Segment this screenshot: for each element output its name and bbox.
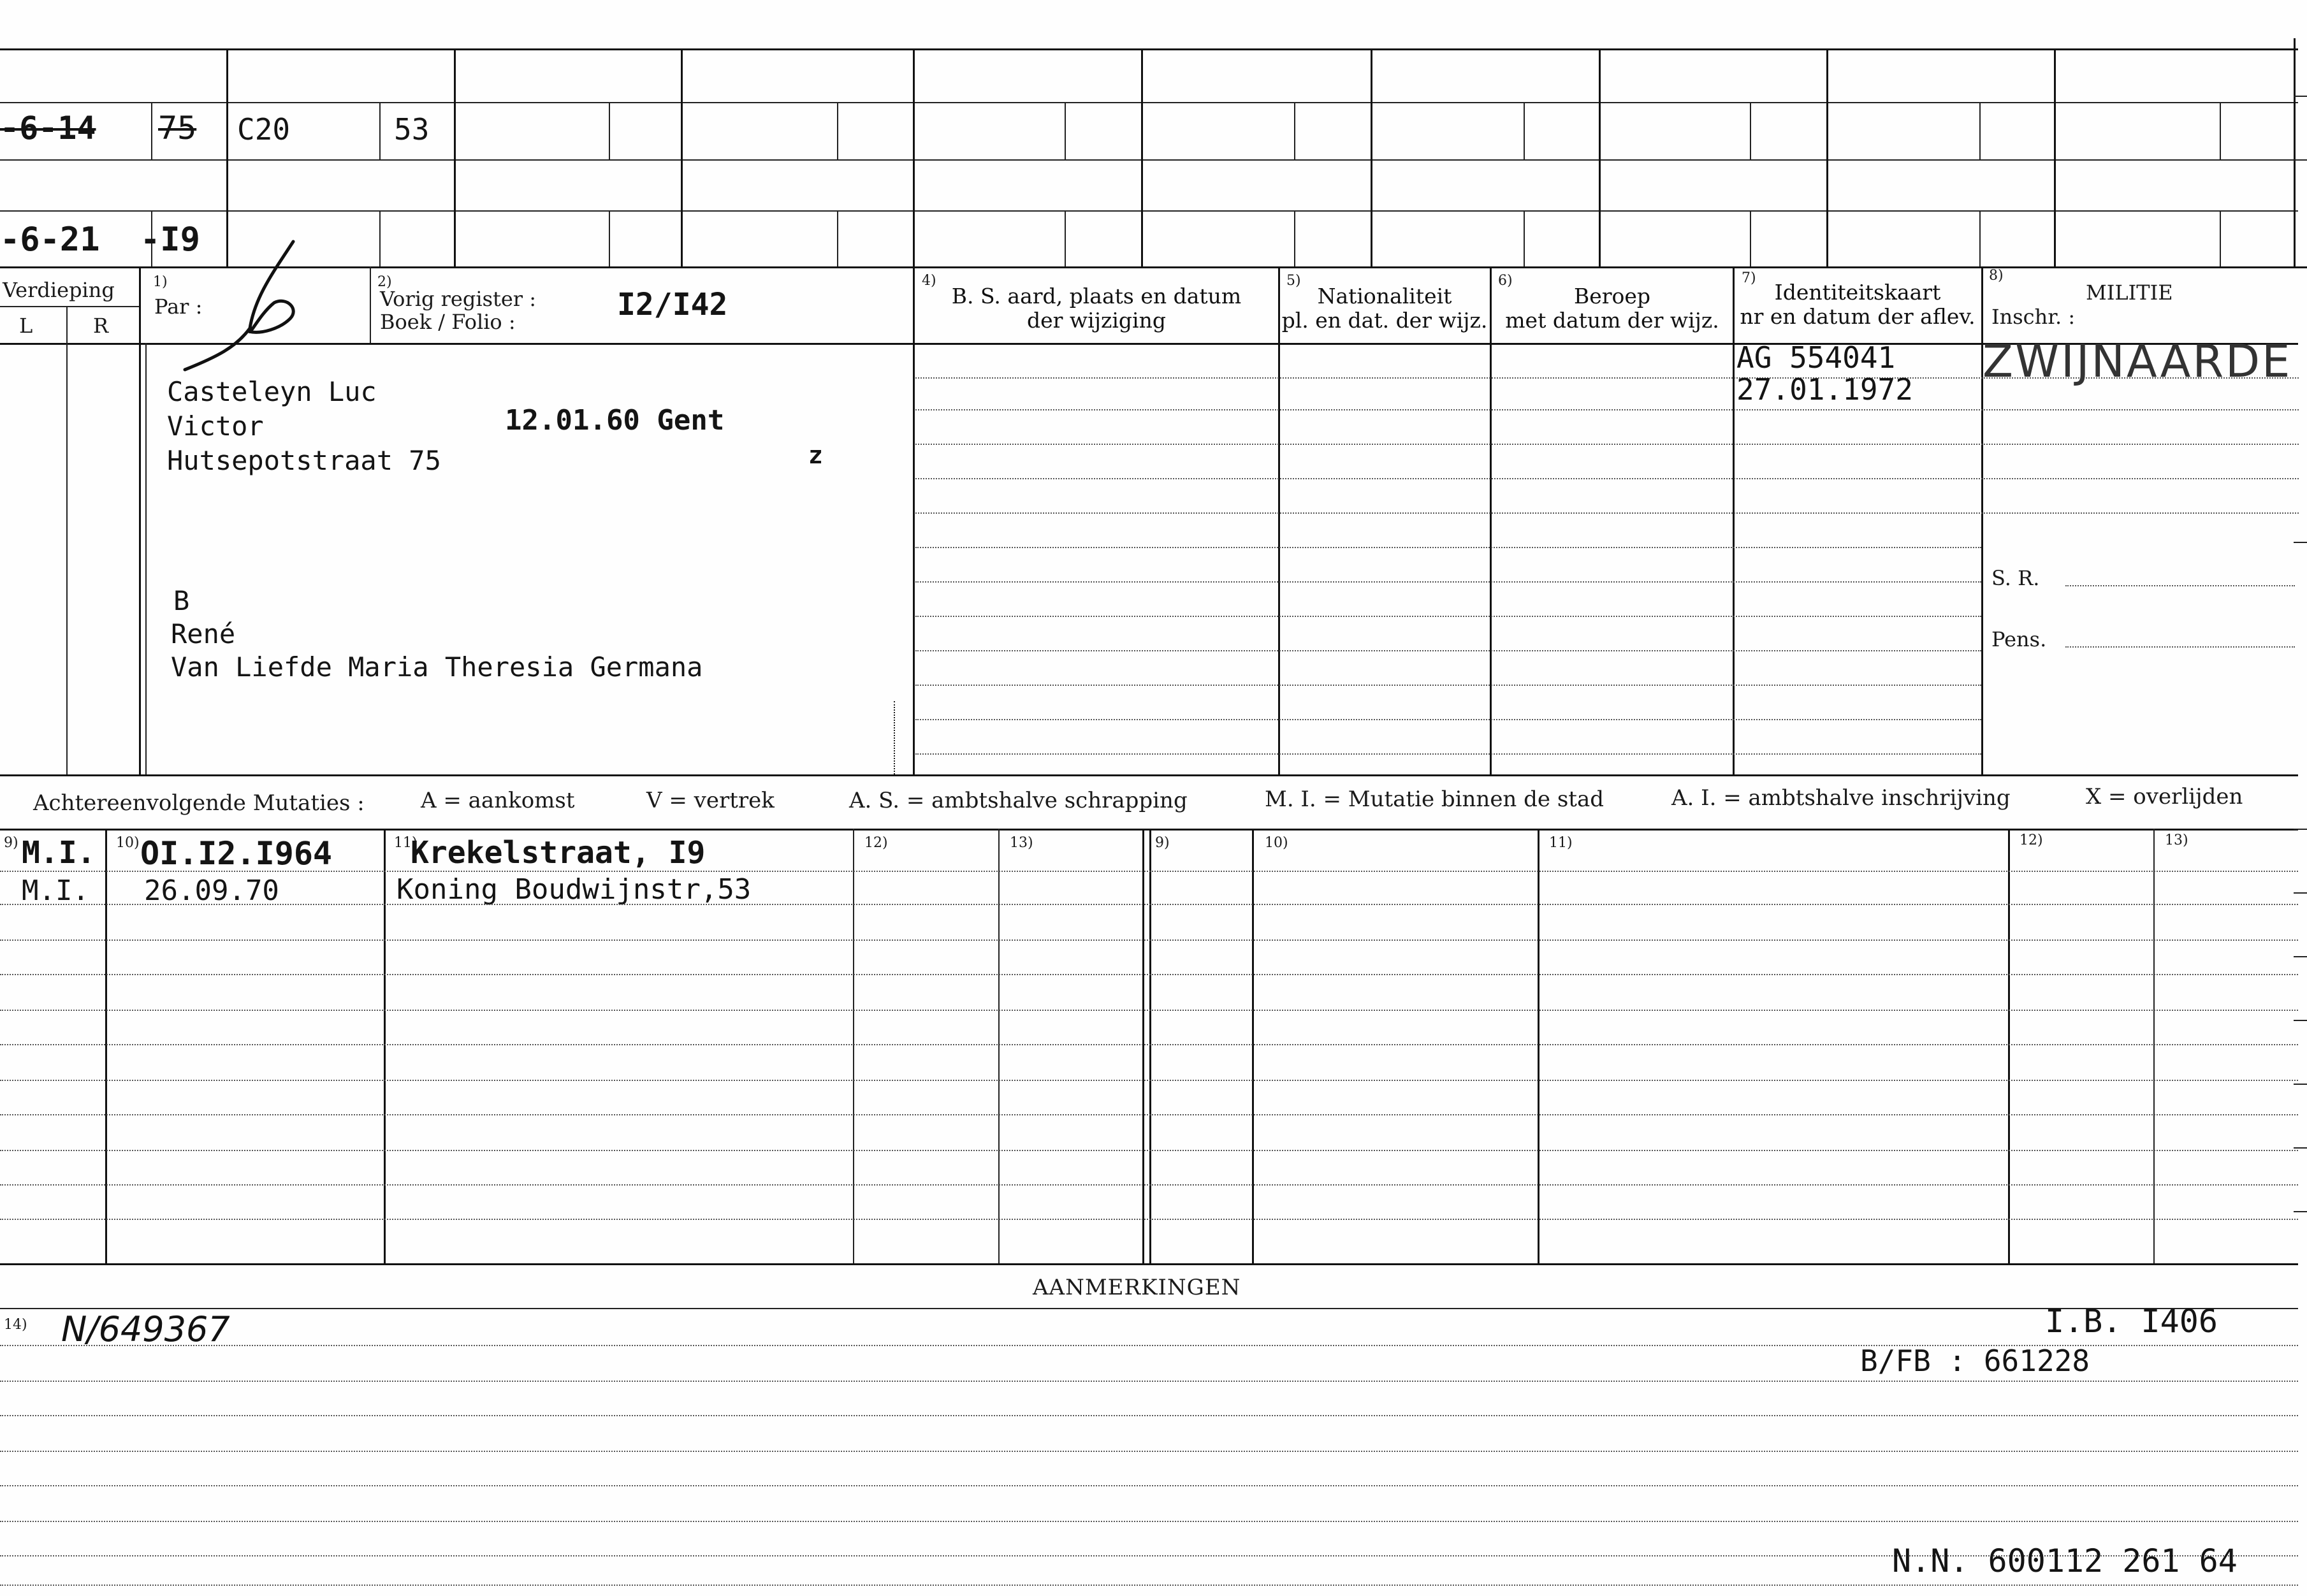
legend-title: Achtereenvolgende Mutaties : [33,790,365,816]
person-address: Hutsepotstraat 75 [167,445,441,476]
dotted-rule [0,1345,2298,1346]
field-number: 11) [394,835,418,851]
dotted-rule [0,1521,2298,1522]
col-sep [105,829,107,1263]
cell-sep [1979,102,1981,159]
legend-as: A. S. = ambtshalve schrapping [849,788,1188,813]
legend-v: V = vertrek [646,788,775,813]
field-number: 9) [4,835,18,851]
bs-header-line1: B. S. aard, plaats en datum [951,284,1242,308]
dotted-rule [2065,646,2295,648]
col-sep [1149,829,1151,1263]
person-given-name: Victor [167,410,264,442]
bs-header [918,284,1275,333]
dotted-rule [915,444,2299,445]
dotted-rule [0,974,2298,975]
field-number: 7) [1742,270,1756,286]
dotted-rule [915,478,2299,479]
person-z-mark: z [808,441,823,469]
dotted-rule [0,904,2298,905]
bfb-number: B/FB : 661228 [1860,1344,2090,1378]
par-label: Par : [154,294,203,319]
dotted-rule [0,1585,2298,1586]
dotted-rule [915,581,1981,583]
beroep-header-line2: met datum der wijz. [1505,308,1719,333]
col-sep [2294,38,2296,266]
field-number: 10) [1265,835,1288,851]
col-sep [681,48,683,266]
mutation-address: Koning Boudwijnstr,53 [397,873,752,906]
mother-name: Van Liefde Maria Theresia Germana [171,651,703,683]
col-sep [913,48,915,266]
verdieping-r: R [93,314,109,338]
dotted-rule [915,512,2299,514]
col-sep [2153,829,2155,1263]
ib-number: I.B. I406 [2045,1303,2218,1340]
pens-label: Pens. [1991,627,2047,651]
col-sep [384,829,386,1263]
dotted-rule [915,547,1981,548]
dotted-rule [0,1184,2298,1186]
bs-header-line2: der wijziging [1027,308,1166,333]
legend-mi: M. I. = Mutatie binnen de stad [1265,787,1604,812]
col-sep [998,829,1000,1263]
cell-sep [2220,210,2221,266]
verdieping-label: Verdieping [3,278,115,302]
rule [0,210,2298,212]
rule [0,306,139,307]
field-number: 4) [922,273,936,289]
cell-sep [1294,102,1295,159]
person-name: Casteleyn Luc [167,376,377,407]
aanmerkingen-number: N/649367 [61,1309,230,1349]
dotted-rule [0,1114,2298,1115]
tick [2294,1211,2307,1212]
national-number: N.N. 600112 261 64 [1892,1542,2238,1579]
top-row2-c2: -I9 [140,221,200,259]
dotted-rule [0,1381,2298,1382]
cell-sep [1979,210,1981,266]
tick [2294,1147,2307,1149]
dotted-rule [0,1080,2298,1081]
register-value: I2/I42 [617,287,728,323]
field-number: 12) [2020,832,2043,848]
aanmerkingen-title: AANMERKINGEN [1033,1275,1241,1300]
col-sep [145,343,147,774]
dotted-rule [0,871,2298,872]
col-sep [139,266,141,774]
col-sep [2054,48,2056,266]
field-number: 10) [116,835,140,851]
col-sep [1278,266,1280,774]
field-number: 11) [1549,835,1573,851]
legend-a: A = aankomst [421,788,575,813]
col-sep [1490,266,1492,774]
col-sep [454,48,456,266]
cell-sep [151,102,152,159]
identiteitskaart-header [1734,280,1981,329]
dotted-rule [2065,585,2295,586]
top-row2-c1: -6-21 [0,221,100,259]
col-sep [1371,48,1372,266]
col-sep [226,48,228,266]
dotted-rule [0,1485,2298,1486]
col-sep [1252,829,1254,1263]
cell-sep [1524,210,1525,266]
top-row1-c4: 53 [394,112,430,147]
cell-sep [609,102,610,159]
nationaliteit-header [1279,284,1490,333]
dotted-rule [915,409,2299,410]
top-row1-c2: 75 [158,110,197,147]
top-row1-c1: -6-14 [0,110,96,147]
field-number: 9) [1155,835,1170,851]
mutation-type: M.I. [22,874,89,907]
identity-card-number: AG 554041 [1736,340,1896,375]
dotted-rule [915,753,1981,755]
col-sep [1141,48,1143,266]
dotted-rule [0,1044,2298,1045]
tick [2294,542,2307,543]
identity-card-date: 27.01.1972 [1736,372,1913,407]
cell-sep [837,210,838,266]
cell-sep [379,210,381,266]
tick [2294,956,2307,957]
col-sep [853,829,854,1263]
col-sep [370,266,371,343]
tick [2294,892,2307,894]
tick [2294,1020,2307,1021]
rule [0,1308,2298,1309]
field-number: 5) [1286,273,1301,289]
rule [0,266,2307,268]
dotted-rule [915,650,1981,651]
col-sep [2008,829,2010,1263]
cell-sep [1750,210,1751,266]
mutation-type: M.I. [22,835,96,871]
dotted-rule [0,1010,2298,1011]
rule [0,343,2298,345]
person-b-mark: B [173,585,190,616]
col-sep [913,266,915,774]
father-name: René [171,618,236,649]
field-number: 12) [864,835,888,851]
mutation-date: 26.09.70 [144,874,279,907]
id-header-line2: nr en datum der aflev. [1740,304,1976,329]
rule [0,48,2298,50]
col-sep [1826,48,1828,266]
field-number: 13) [2165,832,2188,848]
tick [2294,159,2307,161]
rule [0,1263,2298,1265]
field-number: 6) [1498,273,1513,289]
field-number: 1) [153,274,168,290]
field-number: 8) [1989,268,2004,284]
id-header-line1: Identiteitskaart [1774,280,1941,305]
person-birth: 12.01.60 Gent [505,404,725,437]
dotted-rule [915,685,1981,686]
top-row1-c3: C20 [237,112,291,147]
dotted-rule [0,1415,2298,1416]
tick [2294,96,2307,97]
handwritten-signature [178,239,325,386]
dotted-rule [0,939,2298,941]
sr-label: S. R. [1991,566,2040,590]
col-sep [1599,48,1601,266]
beroep-header [1491,284,1733,333]
col-sep [66,306,68,774]
col-sep [1538,829,1539,1263]
col-sep [1142,829,1144,1263]
boek-folio-label: Boek / Folio : [380,310,516,334]
dotted-rule [0,1150,2298,1151]
legend-ai: A. I. = ambtshalve inschrijving [1671,785,2011,811]
cell-sep [379,102,381,159]
cell-sep [1524,102,1525,159]
dotted-rule [915,719,1981,720]
cell-sep [1294,210,1295,266]
nat-header-line2: pl. en dat. der wijz. [1281,308,1488,333]
militie-stamp: ZWIJNAARDE [1983,335,2292,388]
rule [0,102,2298,103]
militie-label: MILITIE [2086,280,2173,305]
dotted-rule [0,1451,2298,1452]
nat-header-line1: Nationaliteit [1317,284,1452,308]
mutation-date: OI.I2.I964 [140,835,333,872]
cell-sep [1065,102,1066,159]
field-number: 13) [1010,835,1033,851]
tick [2294,829,2307,830]
inschr-label: Inschr. : [1991,305,2076,329]
field-number: 14) [4,1317,27,1333]
cell-sep [1750,102,1751,159]
field-number: 2) [377,274,392,290]
mutation-address: Krekelstraat, I9 [411,835,706,871]
verdieping-l: L [19,314,33,338]
tick [2294,1084,2307,1085]
dotted-rule [915,616,1981,617]
rule [0,159,2298,161]
rule [0,774,2298,776]
col-sep [894,701,895,774]
col-sep [1733,266,1735,774]
beroep-header-line1: Beroep [1573,284,1651,308]
cell-sep [1065,210,1066,266]
legend-x: X = overlijden [2086,784,2243,809]
vorig-register-label: Vorig register : [380,287,537,311]
cell-sep [609,210,610,266]
cell-sep [837,102,838,159]
cell-sep [2220,102,2221,159]
dotted-rule [0,1219,2298,1220]
